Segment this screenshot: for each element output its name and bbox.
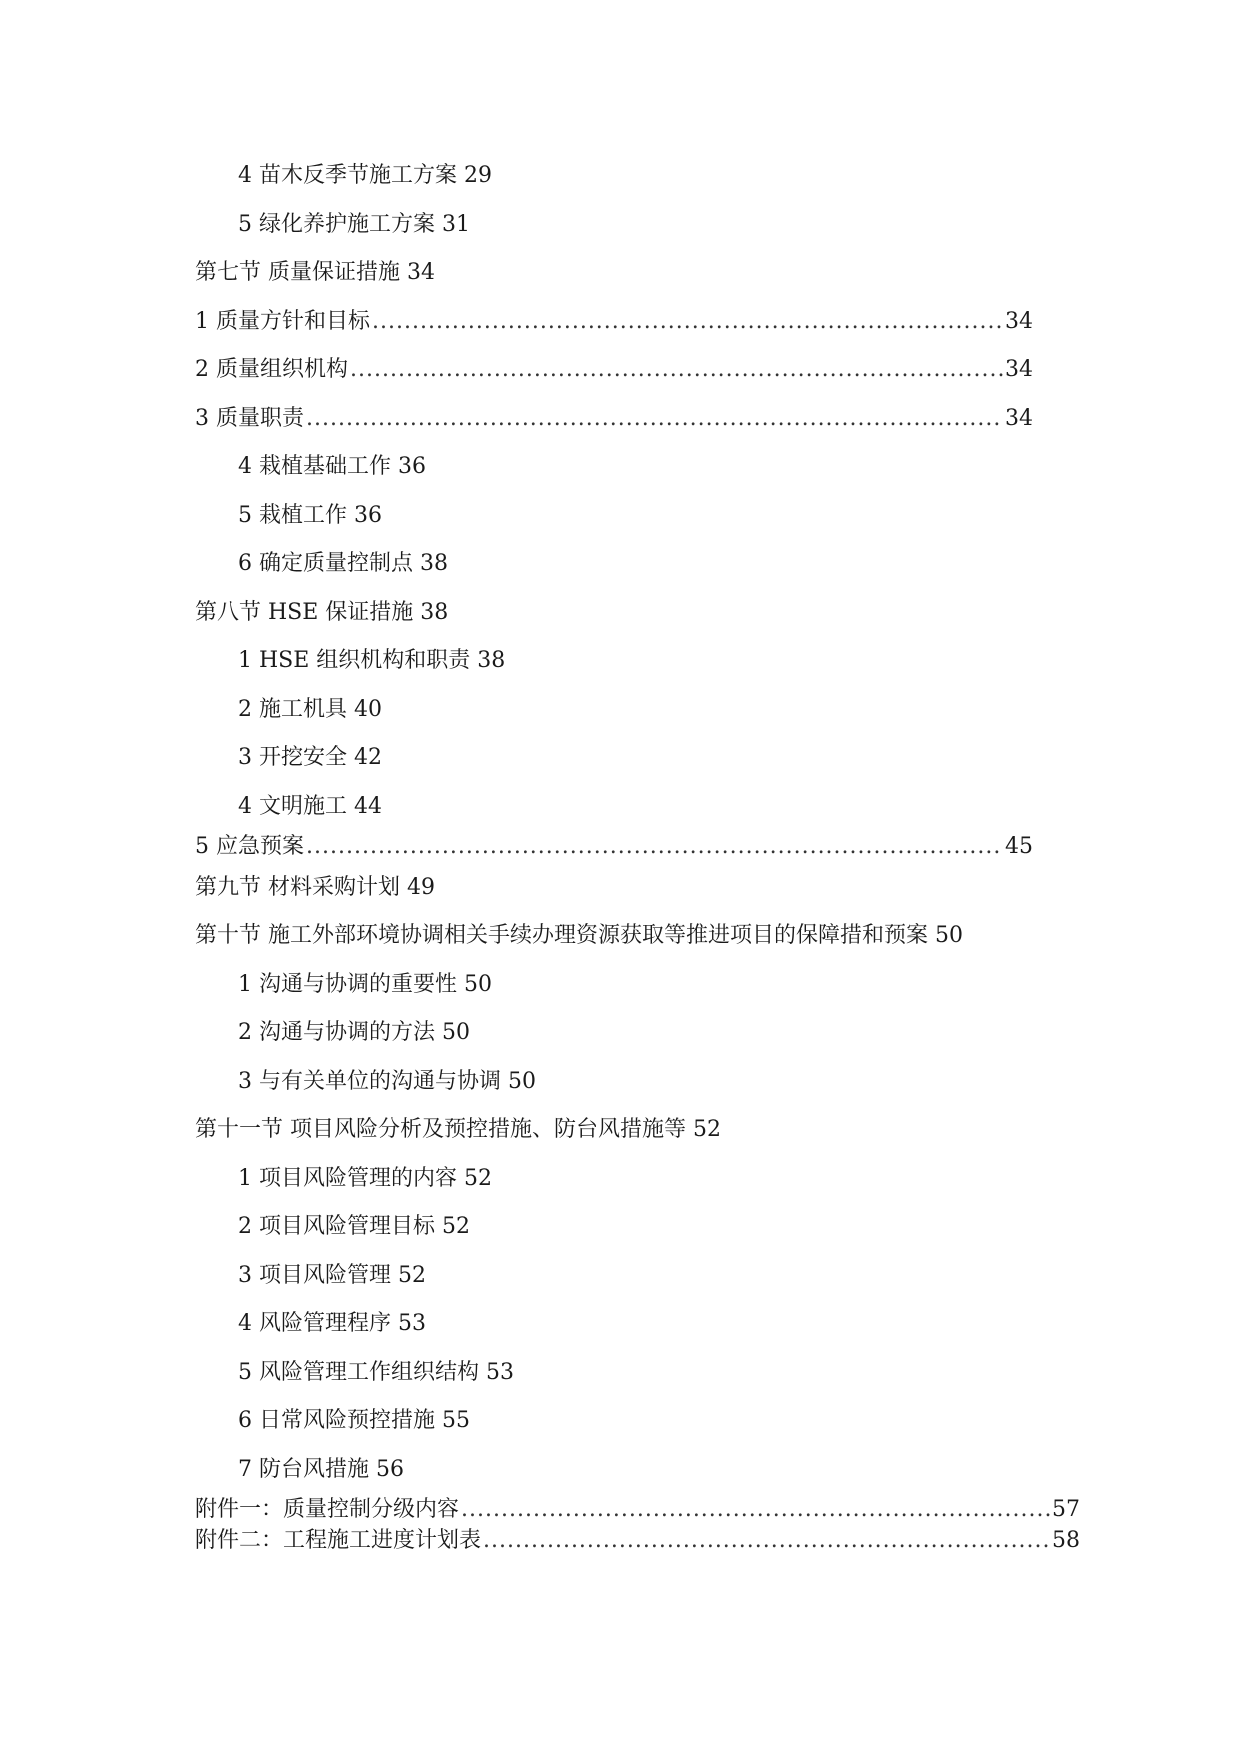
toc-entry-planting-base: 4 栽植基础工作 36	[238, 454, 426, 479]
toc-entry-risk-goals: 2 项目风险管理目标 52	[238, 1214, 470, 1239]
toc-section-9: 第九节 材料采购计划 49	[195, 875, 435, 900]
toc-entry-label: 附件二：工程施工进度计划表	[195, 1528, 482, 1553]
toc-entry-planting-work: 5 栽植工作 36	[238, 503, 382, 528]
toc-entry-page: 57	[1052, 1497, 1080, 1522]
toc-entry-seedling-off-season: 4 苗木反季节施工方案 29	[238, 163, 492, 188]
dot-leader	[306, 404, 1003, 434]
dot-leader	[483, 1526, 1050, 1556]
toc-section-7: 第七节 质量保证措施 34	[195, 260, 435, 285]
toc-entry-label: 2 质量组织机构	[195, 357, 348, 382]
toc-entry-greening-maintenance: 5 绿化养护施工方案 31	[238, 212, 470, 237]
toc-entry-label: 3 质量职责	[195, 406, 304, 431]
toc-entry-unit-coordination: 3 与有关单位的沟通与协调 50	[238, 1069, 536, 1094]
toc-entry-hse-organization: 1 HSE 组织机构和职责 38	[238, 648, 506, 673]
toc-section-8: 第八节 HSE 保证措施 38	[195, 600, 449, 625]
toc-entry-attachment-2	[195, 1526, 1080, 1556]
toc-section-11: 第十一节 项目风险分析及预控措施、防台风措施等 52	[195, 1117, 721, 1142]
toc-entry-risk-management: 3 项目风险管理 52	[238, 1263, 426, 1288]
toc-entry-page: 45	[1005, 834, 1033, 859]
toc-entry-quality-duties	[195, 404, 1033, 434]
toc-entry-risk-organization: 5 风险管理工作组织结构 53	[238, 1360, 514, 1385]
toc-entry-quality-organization	[195, 355, 1033, 385]
toc-entry-page: 34	[1005, 357, 1033, 382]
dot-leader	[372, 307, 1003, 337]
toc-entry-communication-methods: 2 沟通与协调的方法 50	[238, 1020, 470, 1045]
toc-entry-construction-machinery: 2 施工机具 40	[238, 697, 382, 722]
toc-entry-label: 5 应急预案	[195, 834, 304, 859]
toc-entry-quality-control-points: 6 确定质量控制点 38	[238, 551, 448, 576]
toc-entry-page: 34	[1005, 406, 1033, 431]
toc-entry-emergency-plan	[195, 832, 1033, 862]
toc-entry-page: 34	[1005, 309, 1033, 334]
toc-section-10: 第十节 施工外部环境协调相关手续办理资源获取等推进项目的保障措和预案 50	[195, 923, 963, 948]
dot-leader	[350, 355, 1003, 385]
toc-entry-civilized-construction: 4 文明施工 44	[238, 794, 382, 819]
toc-entry-page: 58	[1052, 1528, 1080, 1553]
toc-entry-label: 1 质量方针和目标	[195, 309, 370, 334]
toc-entry-label: 附件一：质量控制分级内容	[195, 1497, 460, 1522]
toc-entry-communication-importance: 1 沟通与协调的重要性 50	[238, 972, 492, 997]
toc-entry-quality-policy	[195, 307, 1033, 337]
toc-entry-typhoon-measures: 7 防台风措施 56	[238, 1457, 404, 1482]
dot-leader	[306, 832, 1003, 862]
toc-entry-excavation-safety: 3 开挖安全 42	[238, 745, 382, 770]
toc-entry-daily-risk-control: 6 日常风险预控措施 55	[238, 1408, 470, 1433]
toc-entry-risk-content: 1 项目风险管理的内容 52	[238, 1166, 492, 1191]
toc-entry-risk-procedure: 4 风险管理程序 53	[238, 1311, 426, 1336]
toc-entry-attachment-1	[195, 1495, 1080, 1525]
dot-leader	[461, 1495, 1050, 1525]
